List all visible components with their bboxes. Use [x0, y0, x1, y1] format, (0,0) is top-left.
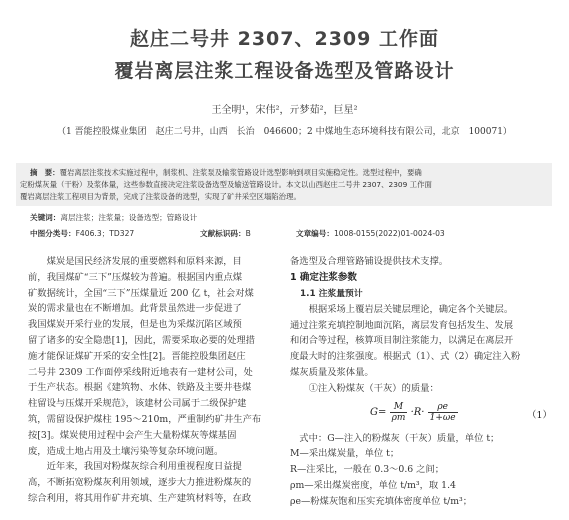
keywords-value: 离层注浆；注浆量；设备选型；管路设计 [60, 213, 198, 222]
definition-line: ρe—粉煤灰饱和压实充填体密度单位 t/m³； [290, 495, 473, 507]
right-column [290, 254, 552, 510]
body-text-line: 柱留设与压煤开采规范》，该建材公司属于二级保护建 [28, 398, 247, 410]
definition-line: ρm—采出煤炭密度，单位 t/m³，取 1.4 [290, 479, 456, 491]
body-text-line: 于生产状态。根据《建筑物、水体、铁路及主要井巷煤 [28, 382, 252, 394]
article-number: 文章编号：1008-0155(2022)01-0024-03 [296, 229, 445, 238]
definition-line: M—采出煤炭量，单位 t； [290, 448, 400, 460]
abstract-line3: 覆岩离层注浆工程项目为背景，完成了注浆设备的选型，实现了矿井采空区塌陷治理。 [20, 192, 301, 201]
body-text-line: 根据采场上覆岩层关键层理论，确定各个关键层。 [290, 303, 514, 315]
body-text-line: 我国煤炭开采行业的发展，但是也为采煤沉陷区域预 [28, 319, 242, 331]
formula-number: （1） [526, 409, 552, 421]
definition-line: 式中：G—注入的粉煤灰（干灰）质量，单位 t； [290, 432, 500, 444]
body-text-line: 炭的需求量也在不断增加。此背景虽然进一步促进了 [28, 303, 242, 315]
right-paragraph [290, 302, 552, 381]
keywords [30, 212, 197, 223]
abstract-line1: 摘 要：覆岩离层注浆技术实施过程中，制浆机、注浆泵及输浆管路设计选型影响到项目实施稳定性。选型过程中，要确 [30, 168, 422, 177]
right-intro: 备选型及合理管路铺设提供技术支撑。 [290, 256, 449, 267]
body-text-line: 筑，需留设保护煤柱 195～210m，严重制约矿井生产布 [28, 413, 262, 425]
body-text-line: 前，我国煤矿“三下”压煤较为普遍。根据国内重点煤 [28, 271, 243, 283]
definition-line: R—注采比，一般在 0.3～0.6 之间； [290, 464, 445, 476]
keywords-label: 关键词： [30, 213, 61, 222]
body-text-line: 施才能保证煤矿开采的安全性[2]。晋能控股集团赵庄 [28, 350, 246, 362]
body-text-line: 二号井 2309 工作面停采线附近地表有一建材公司，处 [28, 366, 253, 378]
left-column [28, 254, 268, 507]
formula-definitions [290, 431, 552, 510]
affiliation: （1 晋能控股煤业集团 赵庄二号井，山西 长治 046600；2 中煤地生态环境科技有限公司，北京 100071） [57, 127, 512, 137]
body-text-line: 废，造成土地占用及土壤污染等复杂环境问题。 [28, 445, 224, 457]
body-text-line: 高，不断拓宽粉煤灰利用领域，逐步大力推进粉煤灰的 [28, 477, 252, 489]
body-text-line: 矿数据统计，全国“三下”压煤量近 200 亿 t，社会对煤 [28, 287, 254, 299]
body-text-line: 煤灰质量及浆体量。 [290, 366, 374, 378]
body-text-line: 近年来，我国对粉煤灰综合利用重视程度日益提 [28, 461, 242, 473]
body-text-line: 煤炭是国民经济发展的重要燃料和原料来源，目 [28, 256, 242, 267]
body-text-line: 度最大时的注浆强度。根据式（1）、式（2）确定注入粉 [290, 351, 521, 363]
item-1: ①注入粉煤灰（干灰）的质量： [290, 382, 439, 394]
article-title-line2: 覆岩离层注浆工程设备选型及管路设计 [114, 60, 455, 82]
doc-code: 文献标识码：B [200, 229, 251, 238]
article-title-line1: 赵庄二号井 2307、2309 工作面 [130, 28, 439, 50]
authors: 王全明¹，宋伟²，亓梦茹²，巨星² [211, 105, 358, 116]
abstract-line2: 定粉煤灰量（干粉）及浆体量，这些参数直接决定注浆设备选型及输送管路设计。本文以山西赵庄二号井 2307、2309 工作面 [20, 180, 432, 189]
section-heading-1-1: 1.1 注浆量预计 [300, 288, 363, 299]
abstract-label: 摘 要： [30, 168, 60, 177]
clc-number: 中图分类号：F406.3；TD327 [30, 229, 135, 238]
body-text-line: 通过注浆充填控制地面沉陷，离层发育包括发生、发展 [290, 319, 514, 331]
body-text-line: 按[3]。煤炭使用过程中会产生大量粉煤灰等煤基固 [28, 429, 237, 441]
formula-1: G= $\frac{M}{\rho m}$ ·R· $\frac{\rho e}{1+\omega e}$ （1） [370, 401, 552, 423]
body-text-line: 综合利用，将其用作矿井充填、生产建筑材料等，在政 [28, 492, 252, 504]
body-text-line: 留了诸多的安全隐患[1]，因此，需要采取必要的处理措 [28, 334, 255, 346]
body-text-line: 和闭合等过程，核算项目制注浆能力，以满足在离层开 [290, 335, 514, 347]
section-heading-1: 1 确定注浆参数 [290, 271, 357, 283]
